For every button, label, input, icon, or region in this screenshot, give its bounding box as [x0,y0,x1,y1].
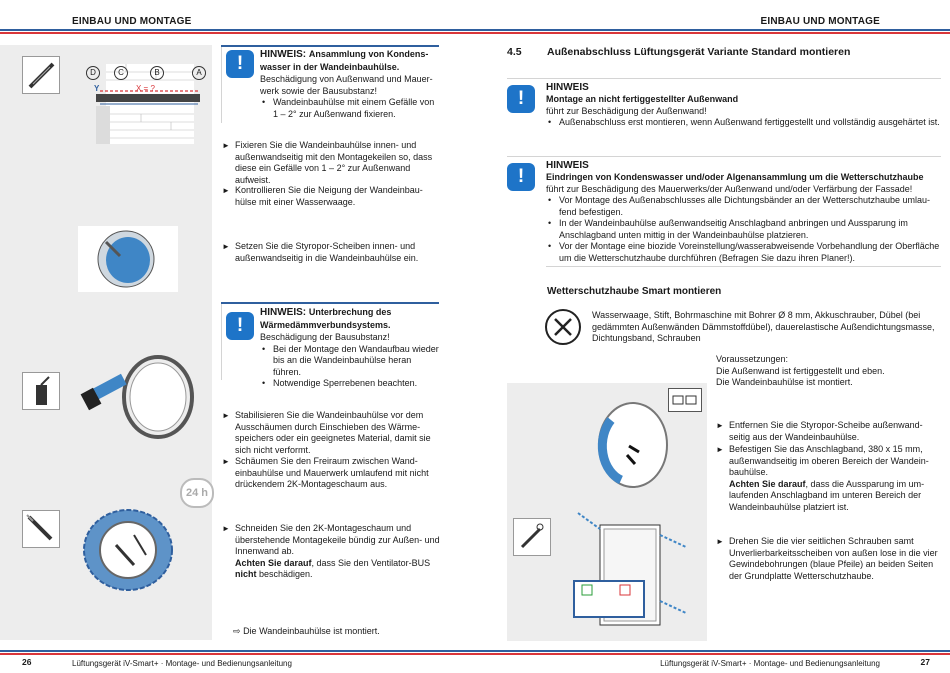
label-c: C [114,66,128,80]
foaming-illustration [80,352,210,442]
result-line: ⇨ Die Wandeinbauhülse ist montiert. [233,626,380,636]
label-x: X = ? [136,84,155,93]
notice1-title: HINWEIS: [260,49,307,60]
notice1-left-border [221,45,222,123]
r-notice2-bullet: • Vor der Montage eine biozide Voreinstellung/wasserabweisende Vorbehandlung der Oberfläche um die Wetterschutzhaube durchführen (Befragen Sie dazu ihren Planer!). [546,241,942,264]
left-footer-text: Lüftungsgerät iV-Smart+ · Montage- und Bedienungsanleitung [72,659,292,668]
notice2-box [260,306,440,390]
section-title: Außenabschluss Lüftungsgerät Variante Standard montieren [547,46,851,58]
step-schneiden: ► Schneiden Sie den 2K-Montageschaum und überstehende Montagekeile bündig zur Außen- und Innenwand ab. Achten Sie darauf, dass Sie den Ventilator-BUS nicht beschädigen. [222,523,440,579]
timer-24h-badge: 24 h [180,478,214,508]
weather-hood-illustration [560,505,690,635]
r-notice2-bottom-rule [546,266,941,267]
right-header: EINBAU UND MONTAGE [760,16,880,27]
r-notice2-box [546,160,942,264]
wall-unit-thumbnail [668,388,702,412]
section-number: 4.5 [507,46,522,58]
header-rule-red-left [0,32,475,34]
screwdriver-thumbnail [513,518,551,556]
step-styropor: ► Setzen Sie die Styropor-Scheiben innen- und außenwandseitig in die Wandeinbauhülse ein. [222,241,419,263]
notice2-subtitle: Unterbrechung des Wärmedämmverbundsystems. [260,307,392,330]
warning-info-icon: ! [507,85,535,113]
spirit-level-thumbnail [22,56,60,94]
cutter-knife-icon [23,511,59,547]
footer-rule-blue-left [0,650,475,652]
r-step-drehen: ► Drehen Sie die vier seitlichen Schrauben samt Unverlierbarkeitsscheiben von außen lose in die vier Gewindebohrungen (blaue Pfeile) an beiden Seiten der Grundplatte Wetterschutzhaube. [716,536,938,581]
foam-can-icon [23,373,59,409]
header-rule-red-right [475,32,950,34]
preconditions: Voraussetzungen: Die Außenwand ist fertiggestellt und eben. Die Wandeinbauhülse ist montiert. [716,354,885,387]
r-notice1-bullet: • Außenabschluss erst montieren, wenn Außenwand fertiggestellt und vollständig ausgehärtet ist. [546,117,942,129]
footer-rule-blue-right [475,650,950,652]
label-b: B [150,66,164,80]
notice2-left-border [221,302,222,380]
r-notice2-subtitle: Eindringen von Kondenswasser und/oder Algenansammlung um die Wetterschutzhaube [546,172,924,182]
header-rule-blue-left [0,29,475,31]
foam-can-thumbnail [22,372,60,410]
notice1-subtitle: Ansammlung von Kondens-wasser in der Wandeinbauhülse. [260,49,429,72]
spirit-level-icon [23,57,59,93]
r-notice1-box [546,82,942,129]
wall-unit-icon [669,389,701,411]
r-notice2-bullet: • In der Wandeinbauhülse außenwandseitig Anschlagband anbringen und Aussparung im Anschlagband unten mittig in der Wandeinbauhülse platzieren. [546,218,942,241]
header-rule-blue-right [475,29,950,31]
subsection-title: Wetterschutzhaube Smart montieren [547,286,722,297]
knife-thumbnail [22,510,60,548]
anschlagband-illustration [585,400,670,490]
result-text: Die Wandeinbauhülse ist montiert. [243,626,380,636]
r-step-befestigen: ► Befestigen Sie das Anschlagband, 380 x 15 mm, außenwandseitig im oberen Bereich der Wandein-bauhülse. Achten Sie darauf, dass die Aussparung im um-laufenden Anschlagband im unteren Bereich der Wandeinbauhülse platziert ist. [716,444,929,512]
label-a: A [192,66,206,80]
styropor-disc-illustration [78,226,178,292]
r-notice2-text: führt zur Beschädigung des Mauerwerks/der Außenwand und/oder Verfärbung der Fassade! [546,183,913,194]
r-step-entfernen: ► Entfernen Sie die Styropor-Scheibe außenwand-seitig aus der Wandeinbauhülse. [716,420,923,442]
notice2-top-border [221,302,439,304]
screwdriver-icon [514,519,550,555]
r-notice2-title: HINWEIS [546,160,589,171]
left-page-number: 26 [22,657,32,667]
warning-info-icon: ! [226,312,254,340]
label-d: D [86,66,100,80]
notice1-text: Beschädigung von Außenwand und Mauer-werk sowie der Bausubstanz! [260,74,433,96]
right-footer-text: Lüftungsgerät iV-Smart+ · Montage- und Bedienungsanleitung [660,659,880,668]
wall-sleeve-diagram [86,64,210,144]
notice2-bullet: • Notwendige Sperrebenen beachten. [260,378,440,390]
r-notice1-title: HINWEIS [546,82,589,93]
r-notice2-bullet: • Vor Montage des Außenabschlusses alle Dichtungsbänder an der Wetterschutzhaube umlau-fend befestigen. [546,195,942,218]
tools-icon [545,309,581,345]
tools-text: Wasserwaage, Stift, Bohrmaschine mit Bohrer Ø 8 mm, Akkuschrauber, Dübel (bei gedämmten Außenwänden Dämmstoffdübel), dauerelastische Außendichtungsmasse, Dichtungsband, Schrauben [592,310,935,343]
notice2-title: HINWEIS: [260,307,307,318]
notice2-bullet: • Bei der Montage den Wandaufbau wieder bis an die Wandeinbauhülse heran führen. [260,344,440,379]
r-notice1-subtitle: Montage an nicht fertiggestellter Außenwand [546,94,739,104]
step-stabilisieren: ► Stabilisieren Sie die Wandeinbauhülse vor dem Ausschäumen durch Einschieben des Wärme-speichers oder ein geeignetes Material, damit sie sich nicht verformt. [222,410,431,455]
warning-info-icon: ! [507,163,535,191]
notice1-box [260,48,440,120]
step-fixieren: ► Fixieren Sie die Wandeinbauhülse innen- und außenwandseitig mit den Montagekeilen so, dass diese ein Gefälle von 1 – 2° zur Außenwand aufweist. [222,140,433,185]
notice1-top-border [221,45,439,47]
step-kontrollieren: ► Kontrollieren Sie die Neigung der Wandeinbau-hülse mit einer Wasserwaage. [222,185,423,207]
r-notice2-rule [507,156,941,157]
label-y: Y [94,84,100,93]
notice1-bullet: • Wandeinbauhülse mit einem Gefälle von 1 – 2° zur Außenwand fixieren. [260,97,440,120]
footer-rule-red-right [475,653,950,655]
left-header: EINBAU UND MONTAGE [72,16,192,27]
cutting-illustration [76,505,180,595]
right-page-number: 27 [920,657,930,667]
r-notice1-text: führt zur Beschädigung der Außenwand! [546,105,707,116]
footer-rule-red-left [0,653,475,655]
notice2-text: Beschädigung der Bausubstanz! [260,332,390,342]
step-ausschaeumen: ► Schäumen Sie den Freiraum zwischen Wand-einbauhülse und Mauerwerk umlaufend mit nicht drückendem 2K-Montageschaum aus. [222,456,429,489]
r-notice1-rule [507,78,941,79]
warning-info-icon: ! [226,50,254,78]
